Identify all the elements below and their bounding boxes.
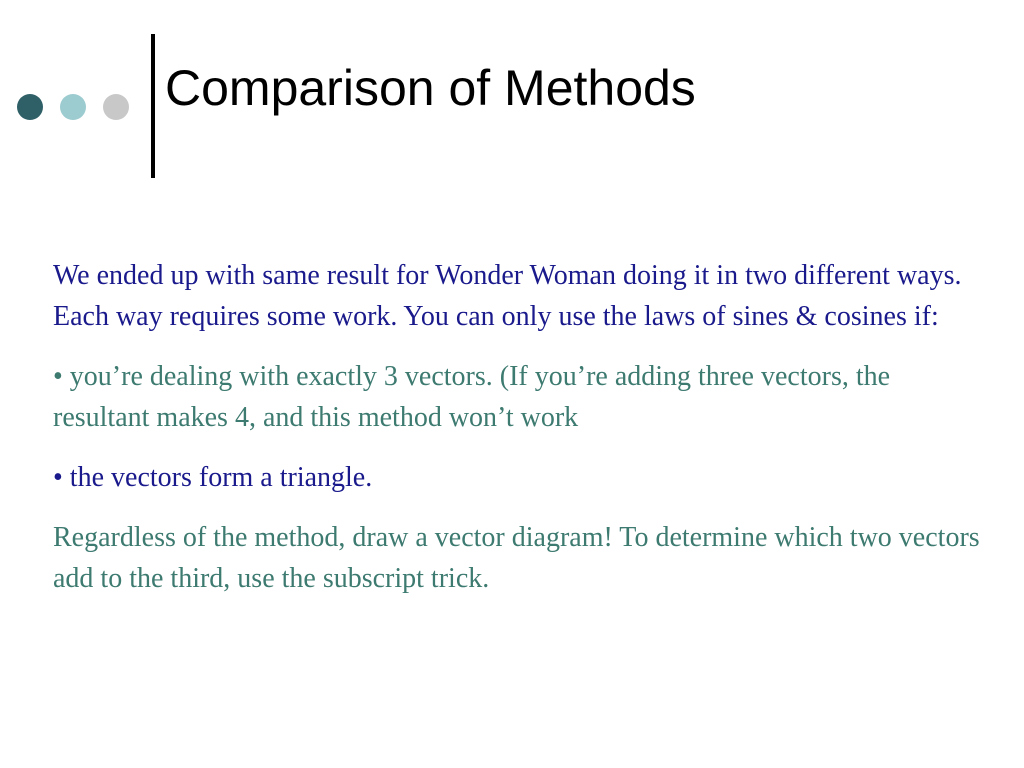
bullet-exactly-three-vectors: • you’re dealing with exactly 3 vectors. (If you’re adding three vectors, the resultant makes 4, and this method won’t work [53, 361, 891, 433]
slide-title: Comparison of Methods [165, 60, 696, 116]
closing-paragraph: Regardless of the method, draw a vector diagram! To determine which two vectors add to the third, use the subscript trick. [53, 522, 980, 594]
decorative-dot-gray [103, 94, 129, 120]
intro-paragraph: We ended up with same result for Wonder Woman doing it in two different ways. Each way requires some work. You can only use the laws of sines & cosines if: [53, 260, 962, 332]
title-divider-line [151, 34, 155, 178]
slide-body [53, 255, 983, 599]
bullet-vectors-form-triangle: • the vectors form a triangle. [53, 462, 373, 493]
decorative-dot-dark [17, 94, 43, 120]
decorative-dot-light-teal [60, 94, 86, 120]
